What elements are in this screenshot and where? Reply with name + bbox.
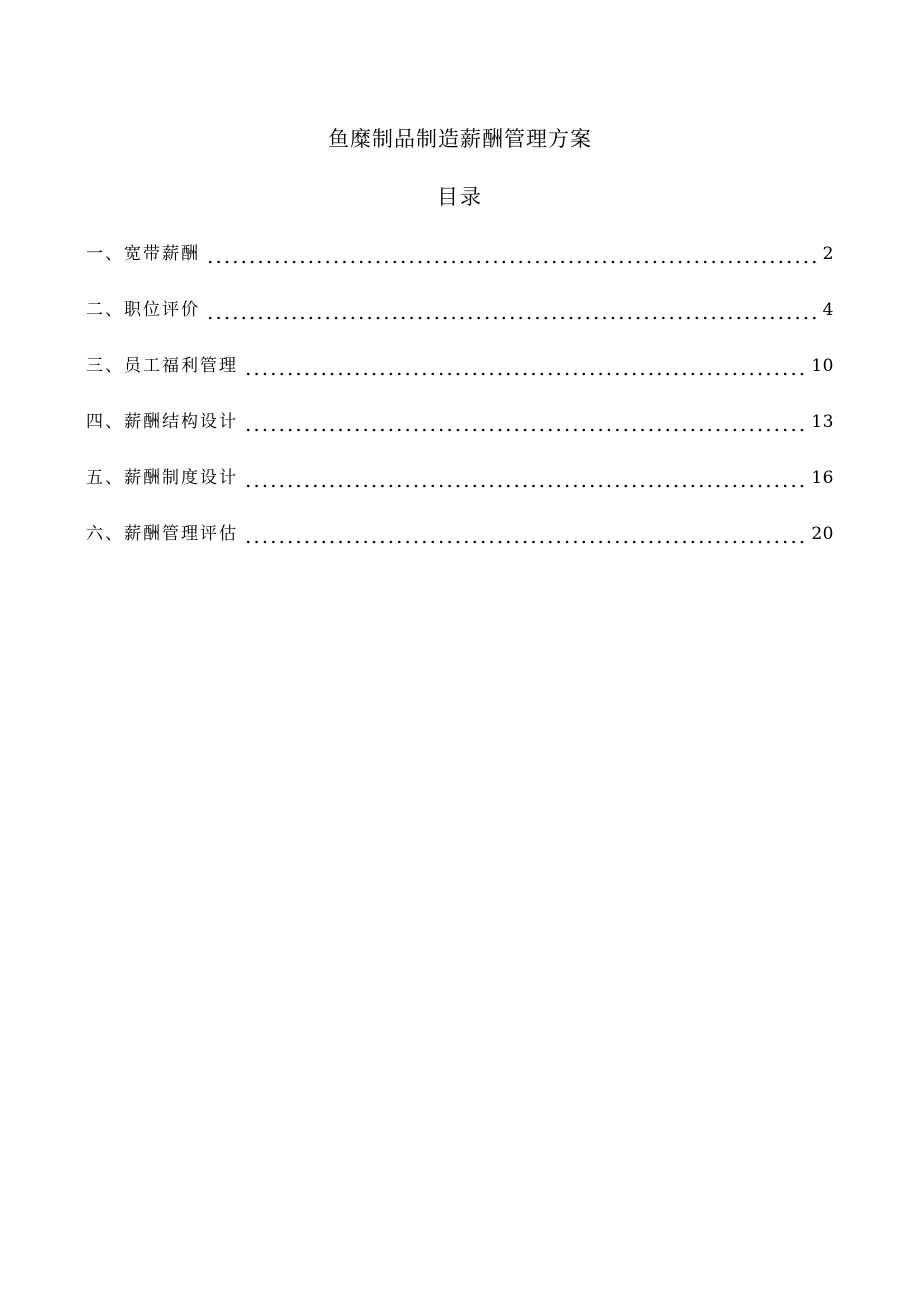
toc-entry-label: 一、宽带薪酬 bbox=[86, 244, 200, 264]
table-of-contents bbox=[86, 240, 834, 576]
toc-entry-label: 四、薪酬结构设计 bbox=[86, 412, 238, 432]
toc-entry-3[interactable] bbox=[86, 352, 834, 380]
toc-entry-page-number: 20 bbox=[811, 524, 834, 544]
toc-entry-page-number: 2 bbox=[822, 244, 834, 264]
toc-entry-label: 二、职位评价 bbox=[86, 300, 200, 320]
dot-leader bbox=[206, 296, 819, 324]
toc-entry-4[interactable] bbox=[86, 408, 834, 436]
toc-entry-page-number: 4 bbox=[822, 300, 834, 320]
toc-entry-label: 三、员工福利管理 bbox=[86, 356, 238, 376]
toc-entry-page-number: 16 bbox=[811, 468, 834, 488]
toc-entry-5[interactable] bbox=[86, 464, 834, 492]
dot-leader bbox=[244, 352, 807, 380]
dot-leader bbox=[244, 408, 807, 436]
toc-entry-label: 五、薪酬制度设计 bbox=[86, 468, 238, 488]
toc-heading: 目录 bbox=[437, 185, 483, 209]
toc-entry-1[interactable] bbox=[86, 240, 834, 268]
dot-leader bbox=[244, 464, 807, 492]
toc-entry-6[interactable] bbox=[86, 520, 834, 548]
toc-entry-page-number: 10 bbox=[811, 356, 834, 376]
dot-leader bbox=[206, 240, 819, 268]
toc-entry-page-number: 13 bbox=[811, 412, 834, 432]
toc-entry-2[interactable] bbox=[86, 296, 834, 324]
toc-entry-label: 六、薪酬管理评估 bbox=[86, 524, 238, 544]
document-title: 鱼糜制品制造薪酬管理方案 bbox=[328, 127, 592, 151]
dot-leader bbox=[244, 520, 807, 548]
